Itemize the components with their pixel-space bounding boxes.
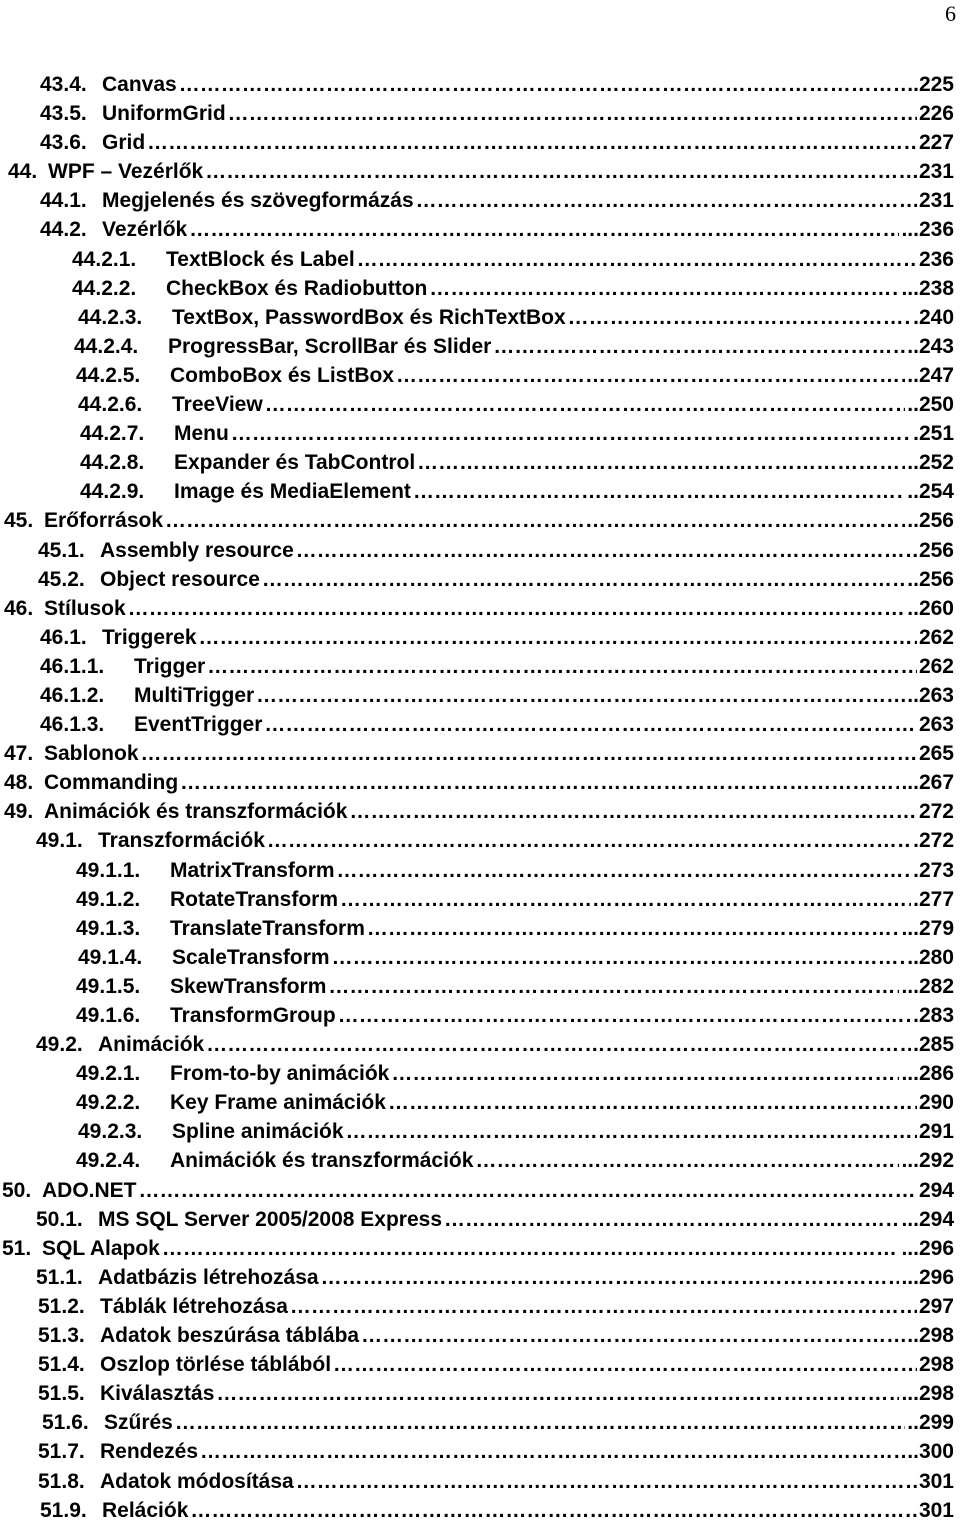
toc-dot-leader — [139, 1176, 917, 1205]
toc-entry[interactable] — [0, 768, 958, 797]
toc-entry[interactable] — [0, 885, 958, 914]
toc-dot-leader — [147, 128, 917, 157]
toc-entry-page: ...296 — [901, 1236, 954, 1260]
toc-entry[interactable] — [0, 186, 958, 215]
toc-entry[interactable] — [0, 1001, 958, 1030]
toc-entry-number: 49.2.1. — [76, 1062, 141, 1086]
toc-entry-number: 49.1.6. — [76, 1004, 141, 1027]
toc-entry-title: EventTrigger — [134, 713, 263, 737]
toc-entry-page: ...282 — [901, 974, 954, 998]
toc-entry-title: Commanding — [44, 771, 179, 795]
toc-entry-number: 49.1.2. — [76, 887, 141, 911]
toc-dot-leader — [417, 448, 905, 477]
toc-entry[interactable] — [0, 1379, 958, 1408]
toc-dot-leader — [199, 623, 917, 652]
toc-entry-number: 43.5. — [40, 102, 87, 126]
toc-dot-leader — [429, 274, 899, 303]
toc-entry-title: Oszlop törlése táblából — [100, 1353, 332, 1377]
toc-dot-leader — [128, 594, 906, 623]
toc-entry-number: 51.6. — [42, 1411, 89, 1435]
toc-entry-number: 46.1.3. — [40, 713, 105, 737]
toc-entry-title: Canvas — [102, 73, 177, 96]
toc-entry-page: ..254 — [907, 480, 954, 504]
toc-entry[interactable] — [0, 972, 958, 1001]
toc-dot-leader — [367, 914, 900, 943]
toc-entry-title: TextBox, PasswordBox és RichTextBox — [172, 305, 566, 329]
toc-entry[interactable] — [0, 652, 958, 681]
toc-dot-leader — [262, 565, 905, 594]
toc-entry-number: 46.1. — [40, 625, 87, 649]
toc-entry-number: 49.2.2. — [76, 1091, 141, 1115]
toc-entry[interactable] — [0, 215, 958, 244]
toc-entry-number: 44.2.9. — [80, 480, 145, 504]
toc-entry-title: Key Frame animációk — [170, 1091, 386, 1115]
toc-entry-title: ADO.NET — [42, 1178, 137, 1202]
toc-entry-number: 47. — [4, 742, 34, 766]
toc-dot-leader — [267, 826, 911, 855]
toc-entry-title: RotateTransform — [170, 887, 339, 911]
toc-dot-leader — [413, 477, 905, 506]
toc-entry-page: 262 — [918, 625, 954, 649]
toc-entry-page: .251 — [913, 422, 954, 446]
toc-entry-page: ..299 — [907, 1411, 954, 1435]
toc-dot-leader — [162, 1234, 900, 1263]
toc-dot-leader — [444, 1205, 899, 1234]
toc-entry-title: Spline animációk — [172, 1120, 344, 1144]
toc-dot-leader — [391, 1059, 899, 1088]
toc-entry[interactable] — [0, 1059, 958, 1088]
toc-entry-title: Adatbázis létrehozása — [98, 1265, 319, 1289]
toc-dot-leader — [175, 1408, 905, 1437]
toc-entry-title: SQL Alapok — [42, 1236, 160, 1260]
toc-entry-number: 44.1. — [40, 189, 87, 213]
toc-entry[interactable] — [0, 1263, 958, 1292]
toc-entry-page: ...236 — [901, 218, 954, 242]
toc-entry-page: 297 — [918, 1294, 954, 1318]
toc-dot-leader — [349, 797, 917, 826]
toc-dot-leader — [205, 157, 917, 186]
toc-entry-number: 49.1.4. — [78, 945, 143, 969]
toc-entry[interactable] — [0, 1176, 958, 1205]
toc-entry[interactable] — [0, 594, 958, 623]
toc-entry-title: TranslateTransform — [170, 916, 365, 940]
toc-entry-number: 51.1. — [36, 1265, 83, 1289]
toc-dot-leader — [200, 1437, 905, 1466]
toc-entry[interactable] — [0, 245, 958, 274]
toc-dot-leader — [264, 710, 917, 739]
toc-entry[interactable] — [0, 1088, 958, 1117]
toc-entry[interactable] — [0, 565, 958, 594]
toc-entry-number: 49.1.5. — [76, 974, 141, 998]
toc-entry[interactable] — [0, 1234, 958, 1263]
toc-entry-number: 44.2. — [40, 218, 87, 242]
toc-entry-title: CheckBox és Radiobutton — [166, 276, 428, 300]
toc-entry-page: ..280 — [907, 945, 954, 969]
toc-entry[interactable] — [0, 1321, 958, 1350]
toc-entry-number: 44.2.5. — [76, 363, 141, 387]
toc-entry-title: Triggerek — [102, 625, 197, 649]
toc-entry-page: 262 — [918, 654, 954, 678]
toc-entry[interactable] — [0, 710, 958, 739]
toc-dot-leader — [265, 390, 906, 419]
toc-entry-title: ScaleTransform — [172, 945, 330, 969]
toc-entry[interactable] — [0, 477, 958, 506]
toc-entry[interactable] — [0, 681, 958, 710]
toc-entry-page: 236 — [918, 247, 954, 271]
toc-entry-page: ..243 — [907, 334, 954, 358]
toc-entry[interactable] — [0, 739, 958, 768]
toc-entry-title: Relációk — [102, 1498, 189, 1522]
toc-entry-page: 301 — [918, 1498, 954, 1522]
toc-dot-leader — [256, 681, 905, 710]
toc-entry-number: 51.5. — [38, 1382, 85, 1406]
toc-entry-number: 46.1.2. — [40, 683, 105, 707]
toc-dot-leader — [206, 1030, 911, 1059]
toc-entry[interactable] — [0, 623, 958, 652]
toc-entry-title: Szűrés — [104, 1411, 173, 1435]
toc-entry-number: 51.3. — [38, 1324, 85, 1348]
toc-entry-title: MS SQL Server 2005/2008 Express — [98, 1207, 443, 1231]
toc-entry[interactable] — [0, 448, 958, 477]
toc-entry[interactable] — [0, 943, 958, 972]
toc-dot-leader — [228, 99, 917, 128]
toc-dot-leader — [337, 856, 912, 885]
toc-dot-leader — [493, 332, 905, 361]
toc-entry-number: 43.6. — [40, 131, 87, 155]
toc-entry-page: ..256 — [907, 567, 954, 591]
toc-entry-number: 44. — [8, 160, 38, 184]
toc-entry-title: ProgressBar, ScrollBar és Slider — [168, 334, 492, 358]
toc-dot-leader — [338, 1001, 911, 1030]
toc-entry[interactable] — [0, 1437, 958, 1466]
toc-entry-title: Trigger — [134, 654, 206, 678]
toc-entry[interactable] — [0, 99, 958, 128]
toc-dot-leader — [189, 215, 899, 244]
toc-entry-page: 231 — [918, 189, 954, 213]
toc-entry-page: 263 — [918, 713, 954, 737]
toc-entry-title: MatrixTransform — [170, 858, 335, 882]
toc-entry-number: 49.1.3. — [76, 916, 141, 940]
toc-entry-title: Erőforrások — [44, 509, 164, 533]
toc-entry[interactable] — [0, 914, 958, 943]
toc-entry[interactable] — [0, 1292, 958, 1321]
toc-entry-page: ..298 — [907, 1324, 954, 1348]
toc-entry[interactable] — [0, 856, 958, 885]
toc-entry-number: 49. — [4, 800, 34, 824]
toc-entry-title: WPF – Vezérlők — [48, 160, 204, 184]
toc-entry-page: ..252 — [907, 451, 954, 475]
toc-entry-title: Animációk és transzformációk — [170, 1149, 474, 1173]
toc-entry-title: MultiTrigger — [134, 683, 255, 707]
toc-entry-number: 51.7. — [38, 1440, 85, 1464]
toc-entry-title: Rendezés — [100, 1440, 199, 1464]
toc-entry-page: ...279 — [901, 916, 954, 940]
toc-entry-number: 50. — [2, 1178, 32, 1202]
toc-dot-leader — [328, 972, 899, 1001]
toc-dot-leader — [165, 506, 905, 535]
toc-entry-title: Sablonok — [44, 742, 139, 766]
toc-entry-page: ...286 — [901, 1062, 954, 1086]
toc-entry-number: 43.4. — [40, 73, 87, 96]
toc-entry-page: 226 — [918, 102, 954, 126]
toc-entry-number: 49.2.3. — [78, 1120, 143, 1144]
toc-entry-title: Object resource — [100, 567, 260, 591]
toc-dot-leader — [340, 885, 911, 914]
toc-dot-leader — [361, 1321, 905, 1350]
toc-entry-page: ...292 — [901, 1149, 954, 1173]
toc-dot-leader — [179, 70, 906, 99]
toc-entry-number: 51. — [2, 1236, 32, 1260]
toc-entry-title: From-to-by animációk — [170, 1062, 390, 1086]
toc-entry[interactable] — [0, 274, 958, 303]
toc-entry-number: 50.1. — [36, 1207, 83, 1231]
toc-entry-page: ..300 — [907, 1440, 954, 1464]
toc-entry-number: 51.4. — [38, 1353, 85, 1377]
toc-entry[interactable] — [0, 1408, 958, 1437]
toc-dot-leader — [296, 536, 917, 565]
toc-entry-page: 231 — [918, 160, 954, 184]
toc-entry-page: .283 — [913, 1004, 954, 1027]
toc-entry-number: 44.2.8. — [80, 451, 145, 475]
table-of-contents — [0, 70, 958, 1525]
toc-entry-number: 44.2.4. — [74, 334, 139, 358]
toc-entry[interactable] — [0, 70, 958, 99]
toc-entry[interactable] — [0, 332, 958, 361]
page-number: 6 — [945, 1, 956, 26]
toc-entry[interactable] — [0, 419, 958, 448]
toc-dot-leader — [332, 943, 906, 972]
toc-entry[interactable] — [0, 1030, 958, 1059]
toc-entry-number: 46.1.1. — [40, 654, 105, 678]
toc-entry[interactable] — [0, 1117, 958, 1146]
toc-dot-leader — [357, 245, 917, 274]
toc-entry-number: 44.2.6. — [78, 393, 143, 417]
toc-entry-title: Grid — [102, 131, 146, 155]
toc-entry-page: ..247 — [907, 363, 954, 387]
toc-dot-leader — [290, 1292, 917, 1321]
toc-entry-number: 44.2.3. — [78, 305, 143, 329]
toc-entry-title: TextBlock és Label — [166, 247, 355, 271]
toc-dot-leader — [346, 1117, 917, 1146]
toc-entry-page: .273 — [913, 858, 954, 882]
toc-entry[interactable] — [0, 1205, 958, 1234]
toc-dot-leader — [231, 419, 911, 448]
toc-entry-page: 298 — [918, 1353, 954, 1377]
toc-entry[interactable] — [0, 506, 958, 535]
toc-entry[interactable] — [0, 128, 958, 157]
toc-entry-page: ..256 — [907, 509, 954, 533]
toc-entry[interactable] — [0, 303, 958, 332]
toc-entry-page: 272 — [918, 800, 954, 824]
toc-entry-title: Vezérlők — [102, 218, 188, 242]
toc-entry-page: .277 — [913, 887, 954, 911]
toc-dot-leader — [180, 768, 899, 797]
toc-entry-number: 45.2. — [38, 567, 85, 591]
toc-entry-page: 301 — [918, 1469, 954, 1493]
toc-dot-leader — [296, 1467, 917, 1496]
toc-entry-number: 51.8. — [38, 1469, 85, 1493]
toc-entry-page: 265 — [918, 742, 954, 766]
toc-entry-title: Image és MediaElement — [174, 480, 411, 504]
toc-entry-number: 49.2.4. — [76, 1149, 141, 1173]
toc-entry-title: Animációk és transzformációk — [44, 800, 348, 824]
toc-entry[interactable] — [0, 797, 958, 826]
toc-entry-title: Menu — [174, 422, 229, 446]
toc-entry[interactable] — [0, 1146, 958, 1175]
toc-entry-number: 44.2.2. — [72, 276, 137, 300]
toc-entry-title: Stílusok — [44, 596, 126, 620]
toc-entry-page: ..225 — [907, 73, 954, 96]
toc-entry-title: Kiválasztás — [100, 1382, 215, 1406]
toc-entry-title: UniformGrid — [102, 102, 226, 126]
toc-entry-number: 46. — [4, 596, 34, 620]
toc-entry-number: 44.2.7. — [80, 422, 145, 446]
toc-entry-title: TreeView — [172, 393, 263, 417]
toc-dot-leader — [141, 739, 917, 768]
toc-entry-page: 256 — [918, 538, 954, 562]
toc-entry-title: Expander és TabControl — [174, 451, 416, 475]
toc-entry-number: 45.1. — [38, 538, 85, 562]
toc-entry[interactable] — [0, 157, 958, 186]
toc-dot-leader — [568, 303, 911, 332]
toc-entry-page: ..263 — [907, 683, 954, 707]
toc-entry-number: 45. — [4, 509, 34, 533]
toc-entry-page: ...267 — [901, 771, 954, 795]
toc-entry-title: ComboBox és ListBox — [170, 363, 395, 387]
toc-entry-number: 49.1. — [36, 829, 83, 853]
toc-entry-page: 290 — [918, 1091, 954, 1115]
toc-entry[interactable] — [0, 361, 958, 390]
toc-entry-title: Megjelenés és szövegformázás — [102, 189, 414, 213]
toc-entry[interactable] — [0, 826, 958, 855]
toc-entry-title: Animációk — [98, 1033, 205, 1057]
toc-entry[interactable] — [0, 536, 958, 565]
toc-entry-page: ...238 — [901, 276, 954, 300]
toc-dot-leader — [388, 1088, 917, 1117]
toc-entry-page: ..260 — [907, 596, 954, 620]
toc-entry-page: .272 — [913, 829, 954, 853]
toc-dot-leader — [396, 361, 905, 390]
toc-entry[interactable] — [0, 1467, 958, 1496]
toc-dot-leader — [190, 1496, 917, 1525]
toc-entry-page: .240 — [913, 305, 954, 329]
toc-entry-title: Transzformációk — [98, 829, 265, 853]
toc-entry-title: SkewTransform — [170, 974, 327, 998]
toc-entry-title: Adatok módosítása — [100, 1469, 294, 1493]
toc-entry-number: 48. — [4, 771, 34, 795]
toc-entry-page: .285 — [913, 1033, 954, 1057]
toc-entry-page: ...298 — [901, 1382, 954, 1406]
toc-dot-leader — [207, 652, 917, 681]
toc-entry-number: 49.1.1. — [76, 858, 141, 882]
toc-entry-title: Assembly resource — [100, 538, 294, 562]
toc-entry-page: ...296 — [901, 1265, 954, 1289]
toc-entry-title: Adatok beszúrása táblába — [100, 1324, 360, 1348]
toc-entry-page: 291 — [918, 1120, 954, 1144]
toc-entry-number: 44.2.1. — [72, 247, 137, 271]
toc-entry-title: TransformGroup — [170, 1004, 336, 1027]
toc-dot-leader — [416, 186, 917, 215]
toc-entry-page: 294 — [918, 1178, 954, 1202]
toc-entry-title: Táblák létrehozása — [100, 1294, 288, 1318]
toc-dot-leader — [475, 1146, 899, 1175]
toc-entry-number: 51.2. — [38, 1294, 85, 1318]
toc-dot-leader — [333, 1350, 917, 1379]
toc-dot-leader — [216, 1379, 899, 1408]
toc-entry[interactable] — [0, 1350, 958, 1379]
toc-entry[interactable] — [0, 390, 958, 419]
toc-entry[interactable] — [0, 1496, 958, 1525]
toc-entry-number: 49.2. — [36, 1033, 83, 1057]
toc-entry-page: ..250 — [907, 393, 954, 417]
toc-entry-page: ...294 — [901, 1207, 954, 1231]
toc-entry-number: 51.9. — [40, 1498, 87, 1522]
toc-dot-leader — [321, 1263, 900, 1292]
toc-entry-page: 227 — [918, 131, 954, 155]
